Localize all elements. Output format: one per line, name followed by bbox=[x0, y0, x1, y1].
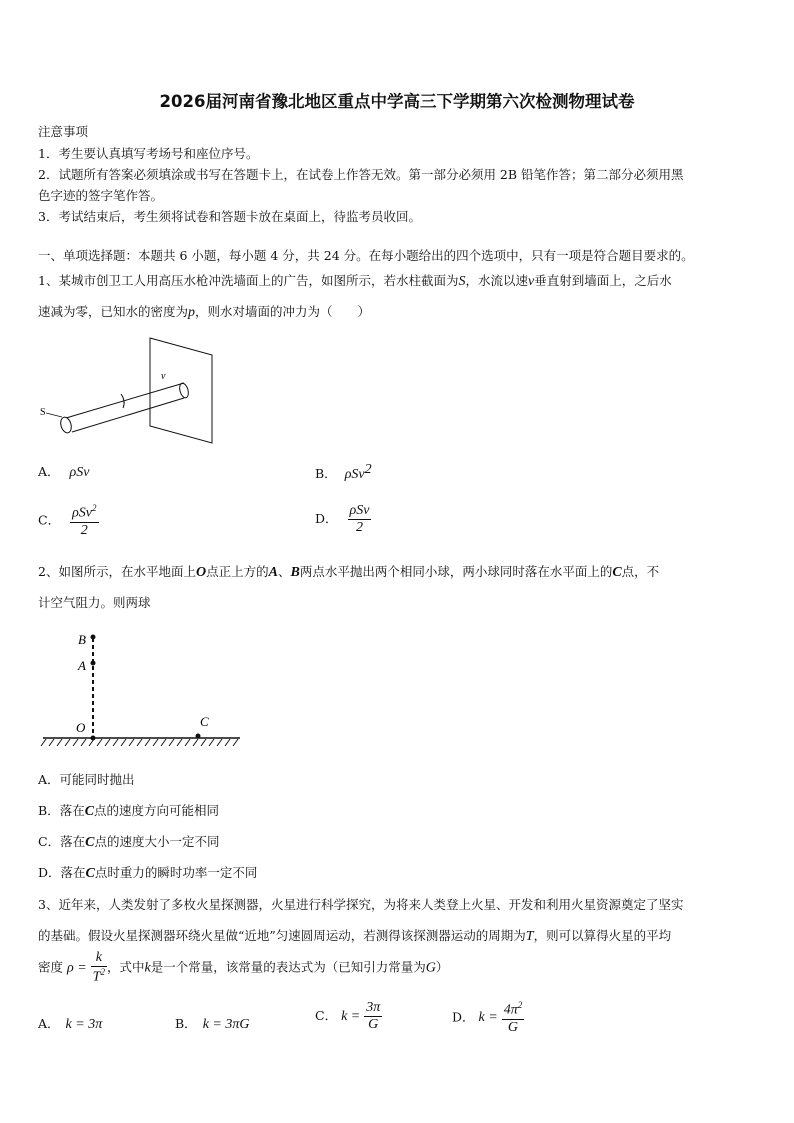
q2-figure-label-a: A bbox=[78, 658, 86, 673]
q2-option-d: D．落在C点时重力的瞬时功率一定不同 bbox=[38, 865, 258, 881]
notice-heading: 注意事项 bbox=[38, 124, 89, 139]
q1-option-a: A． ρSv bbox=[38, 464, 90, 480]
q2-figure-label-c: C bbox=[200, 714, 209, 729]
q2-line2: 计空气阻力。则两球 bbox=[38, 595, 151, 610]
page-title: 2026届河南省豫北地区重点中学高三下学期第六次检测物理试卷 bbox=[159, 92, 635, 111]
q1-option-b: B． ρSv$^2$ bbox=[315, 462, 372, 483]
notice-item-3: 3．考试结束后，考生须将试卷和答题卡放在桌面上，待监考员收回。 bbox=[38, 209, 421, 224]
q2-figure-label-o: O bbox=[76, 720, 86, 735]
q3-line1: 3、近年来，人类发射了多枚火星探测器，火星进行科学探究，为将来人类登上火星、开发和利用火星资源奠定了坚实 bbox=[38, 897, 684, 912]
q3-option-c: C． k = $\frac{3\pi}{G}$ bbox=[315, 1000, 381, 1032]
q2-option-b: B．落在C点的速度方向可能相同 bbox=[38, 803, 220, 819]
q1-option-d: D． $\frac{\text{ρSv}}{2}$ bbox=[315, 503, 370, 535]
q1-option-c: C． $\frac{\rho Sv^2}{2}$ bbox=[38, 503, 97, 538]
q3-line2: 的基础。假设火星探测器环绕火星做“近地”匀速圆周运动，若测得该探测器运动的周期为T，则可以算得火星的平均 bbox=[38, 928, 672, 944]
q2-option-c: C．落在C点的速度大小一定不同 bbox=[38, 834, 220, 850]
notice-item-2-cont: 色字迹的签字笔作答。 bbox=[38, 188, 164, 203]
q2-line1: 2、如图所示，在水平地面上O点正上方的A、B两点水平抛出两个相同小球，两小球同时落在水平面上的C点，不 bbox=[38, 564, 660, 580]
q3-option-d: D． k = $\frac{4\pi^2}{G}$ bbox=[452, 1000, 523, 1035]
q3-option-b: B． k = 3πG bbox=[175, 1016, 250, 1032]
q1-figure-label-v: v bbox=[161, 371, 166, 382]
notice-item-2: 2．试题所有答案必须填涂或书写在答题卡上，在试卷上作答无效。第一部分必须用 2B 铅笔作答；第二部分必须用黑 bbox=[38, 167, 684, 182]
q2-figure-label-b: B bbox=[78, 632, 86, 647]
q1-line1: 1、某城市创卫工人用高压水枪冲洗墙面上的广告，如图所示，若水柱截面为S，水流以速v垂直射到墙面上，之后水 bbox=[38, 273, 672, 289]
q1-figure bbox=[38, 335, 223, 445]
section-heading: 一、单项选择题：本题共 6 小题，每小题 4 分，共 24 分。在每小题给出的四个选项中，只有一项是符合题目要求的。 bbox=[38, 248, 694, 263]
q2-figure bbox=[38, 628, 243, 753]
q1-line2: 速减为零，已知水的密度为p，则水对墙面的冲力为（ ） bbox=[38, 304, 371, 320]
q3-line3: 密度 ρ = $\frac{k}{T^2}$ ，式中k是一个常量，该常量的表达式为（已知引力常量为G） bbox=[38, 950, 449, 985]
q2-option-a: A．可能同时抛出 bbox=[38, 772, 135, 787]
notice-item-1: 1．考生要认真填写考场号和座位序号。 bbox=[38, 146, 259, 161]
q3-option-a: A． k = 3π bbox=[38, 1016, 103, 1032]
q1-figure-label-s: S bbox=[40, 407, 46, 418]
